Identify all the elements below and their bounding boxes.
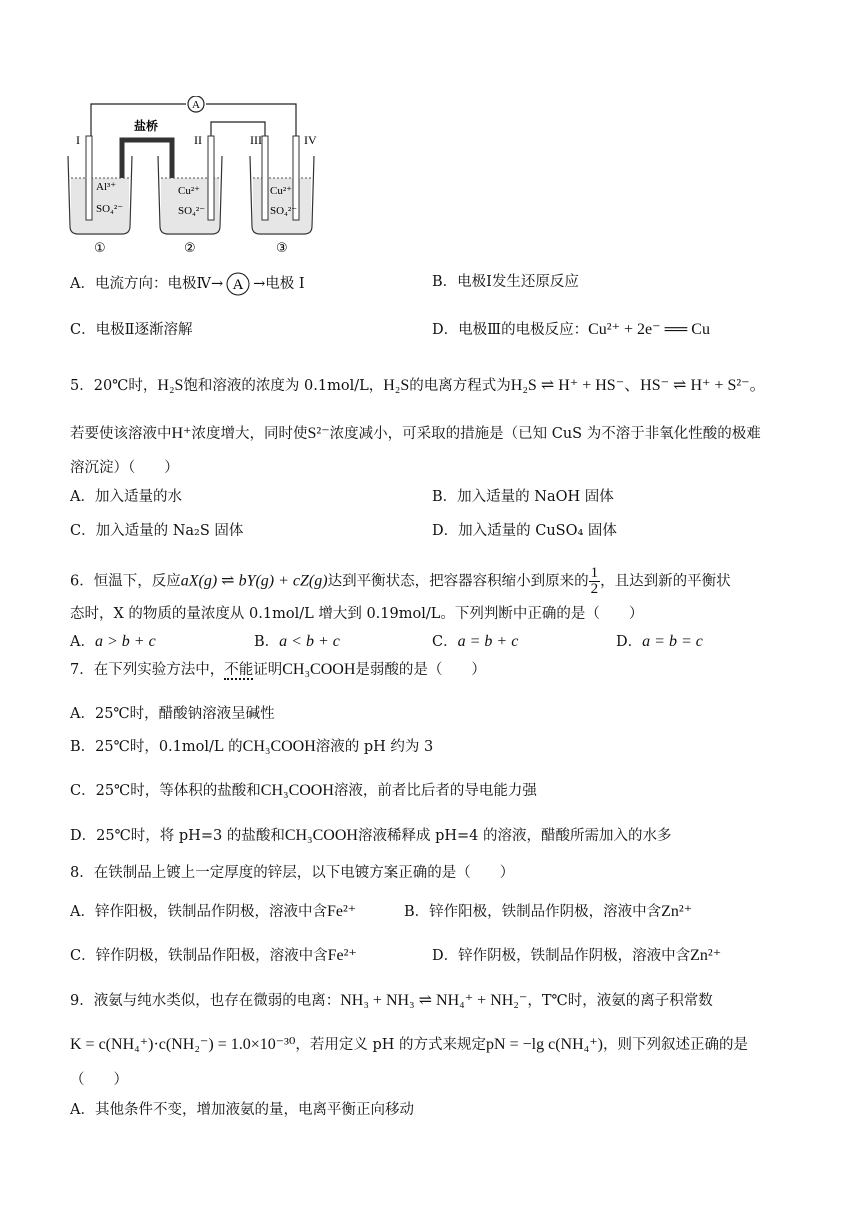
q6-stem-line1: 6．恒温下，反应aX(g) ⇌ bY(g) + cZ(g)达到平衡状态，把容器容积缩小到原来的 $\frac{1}{2}$ ，且达到新的平衡状 [70,565,731,597]
q8-option-c: C．锌作阴极，铁制品作阳极，溶液中含Fe²⁺ [70,947,357,964]
beaker-1-anion: SO₄²⁻ [96,203,124,215]
q6-option-d: D．a = b = c [616,633,703,650]
svg-text:A: A [232,277,244,293]
q8-option-a: A．锌作阳极，铁制品作阴极，溶液中含Fe²⁺ [70,903,357,920]
beaker-3-anion: SO₄²⁻ [270,205,298,217]
q9-ion-product: K = c(NH₄⁺)·c(NH₂⁻) = 1.0×10⁻³⁰ [70,1036,296,1053]
q6-option-c: C．a = b + c [432,633,519,650]
beaker-2-anion: SO₄²⁻ [178,205,206,217]
q9-pn-definition: pN = −lg c(NH₄⁺) [486,1036,603,1053]
q5-stem-line1: 5．20℃时，H₂S饱和溶液的浓度为 0.1mol/L，H₂S的电离方程式为H₂S ⇌ H⁺ + HS⁻、HS⁻ ⇌ H⁺ + S²⁻。 [70,377,766,394]
q9-stem-line1: 9．液氨与纯水类似，也存在微弱的电离：NH₃ + NH₃ ⇌ NH₄⁺ + NH₂⁻，T℃时，液氨的离子积常数 [70,992,713,1009]
q7-stem: 7．在下列实验方法中，不能证明CH₃COOH是弱酸的是（ ） [70,661,486,678]
electrode-label-2: II [194,133,202,147]
q6-option-a: A．a > b + c [70,633,156,650]
ammeter-icon [223,272,253,296]
electrochemical-cell-diagram [60,96,330,256]
q5-ionization-equation: H₂S ⇌ H⁺ + HS⁻、HS⁻ ⇌ H⁺ + S²⁻。 [510,377,766,394]
q9-stem-line2: K = c(NH₄⁺)·c(NH₂⁻) = 1.0×10⁻³⁰，若用定义 pH 的方式来规定pN = −lg c(NH₄⁺)，则下列叙述正确的是 [70,1036,748,1053]
q7-option-d: D．25℃时，将 pH=3 的盐酸和CH₃COOH溶液稀释成 pH=4 的溶液，醋酸所需加入的水多 [70,827,672,844]
q4-option-d-equation: Cu²⁺ + 2e⁻ ══ Cu [588,321,710,338]
q6-reaction-equation: aX(g) ⇌ bY(g) + cZ(g) [180,572,328,590]
beaker-1-label: ① [94,241,106,256]
q7-emphasis: 不能 [224,662,254,678]
q4-option-c: C．电极Ⅱ逐渐溶解 [70,322,193,338]
q5-stem-line2: 若要使该溶液中H⁺浓度增大，同时使S²⁻浓度减小，可采取的措施是（已知 CuS 为不溶于非氧化性酸的极难 [70,425,761,442]
beaker-3-label: ③ [276,241,288,256]
q7-option-b: B．25℃时，0.1mol/L 的CH₃COOH溶液的 pH 约为 3 [70,738,434,755]
electrode-label-4: IV [304,133,317,147]
q5-option-b: B．加入适量的 NaOH 固体 [432,489,614,505]
q5-option-a: A．加入适量的水 [70,489,182,505]
q5-option-d: D．加入适量的 CuSO₄ 固体 [432,523,617,539]
q4-option-d: D．电极Ⅲ的电极反应：Cu²⁺ + 2e⁻ ══ Cu [432,321,710,338]
ammeter-symbol [188,96,204,112]
ammeter-label: A [192,99,200,111]
beaker-2-cation: Cu²⁺ [178,185,200,197]
q9-ionization-equation: NH₃ + NH₃ ⇌ NH₄⁺ + NH₂⁻ [340,992,528,1009]
q8-stem: 8．在铁制品上镀上一定厚度的锌层，以下电镀方案正确的是（ ） [70,865,515,881]
electrode-label-3: III [250,133,262,147]
electrode-label-1: I [76,133,80,147]
q5-stem-line3: 溶沉淀）（ ） [70,460,179,476]
q9-option-a: A．其他条件不变，增加液氨的量，电离平衡正向移动 [70,1102,414,1118]
q8-option-d: D．锌作阴极，铁制品作阴极，溶液中含Zn²⁺ [432,947,722,964]
q6-option-b: B．a < b + c [254,633,340,650]
q4-option-a-text: A．电流方向：电极Ⅳ→ [70,276,224,292]
q4-option-a-end: →电极 I [253,276,305,292]
q7-option-a: A．25℃时，醋酸钠溶液呈碱性 [70,706,275,722]
q4-option-a [70,272,305,296]
beaker-2-label: ② [184,241,196,256]
q6-stem-line2: 态时，X 的物质的量浓度从 0.1mol/L 增大到 0.19mol/L。下列判断中正确的是（ ） [70,606,644,622]
salt-bridge-label: 盐桥 [134,119,159,133]
q7-option-c: C．25℃时，等体积的盐酸和CH₃COOH溶液，前者比后者的导电能力强 [70,782,537,799]
q9-stem-line3: （ ） [70,1072,128,1088]
beaker-1-cation: Al³⁺ [96,181,117,193]
q4-option-b: B．电极Ⅰ发生还原反应 [432,274,579,290]
q8-option-b: B．锌作阳极，铁制品作阴极，溶液中含Zn²⁺ [404,903,693,920]
q6-fraction: $\frac{1}{2}$ [590,565,599,597]
beaker-3-cation: Cu²⁺ [270,185,292,197]
q5-option-c: C．加入适量的 Na₂S 固体 [70,523,244,539]
